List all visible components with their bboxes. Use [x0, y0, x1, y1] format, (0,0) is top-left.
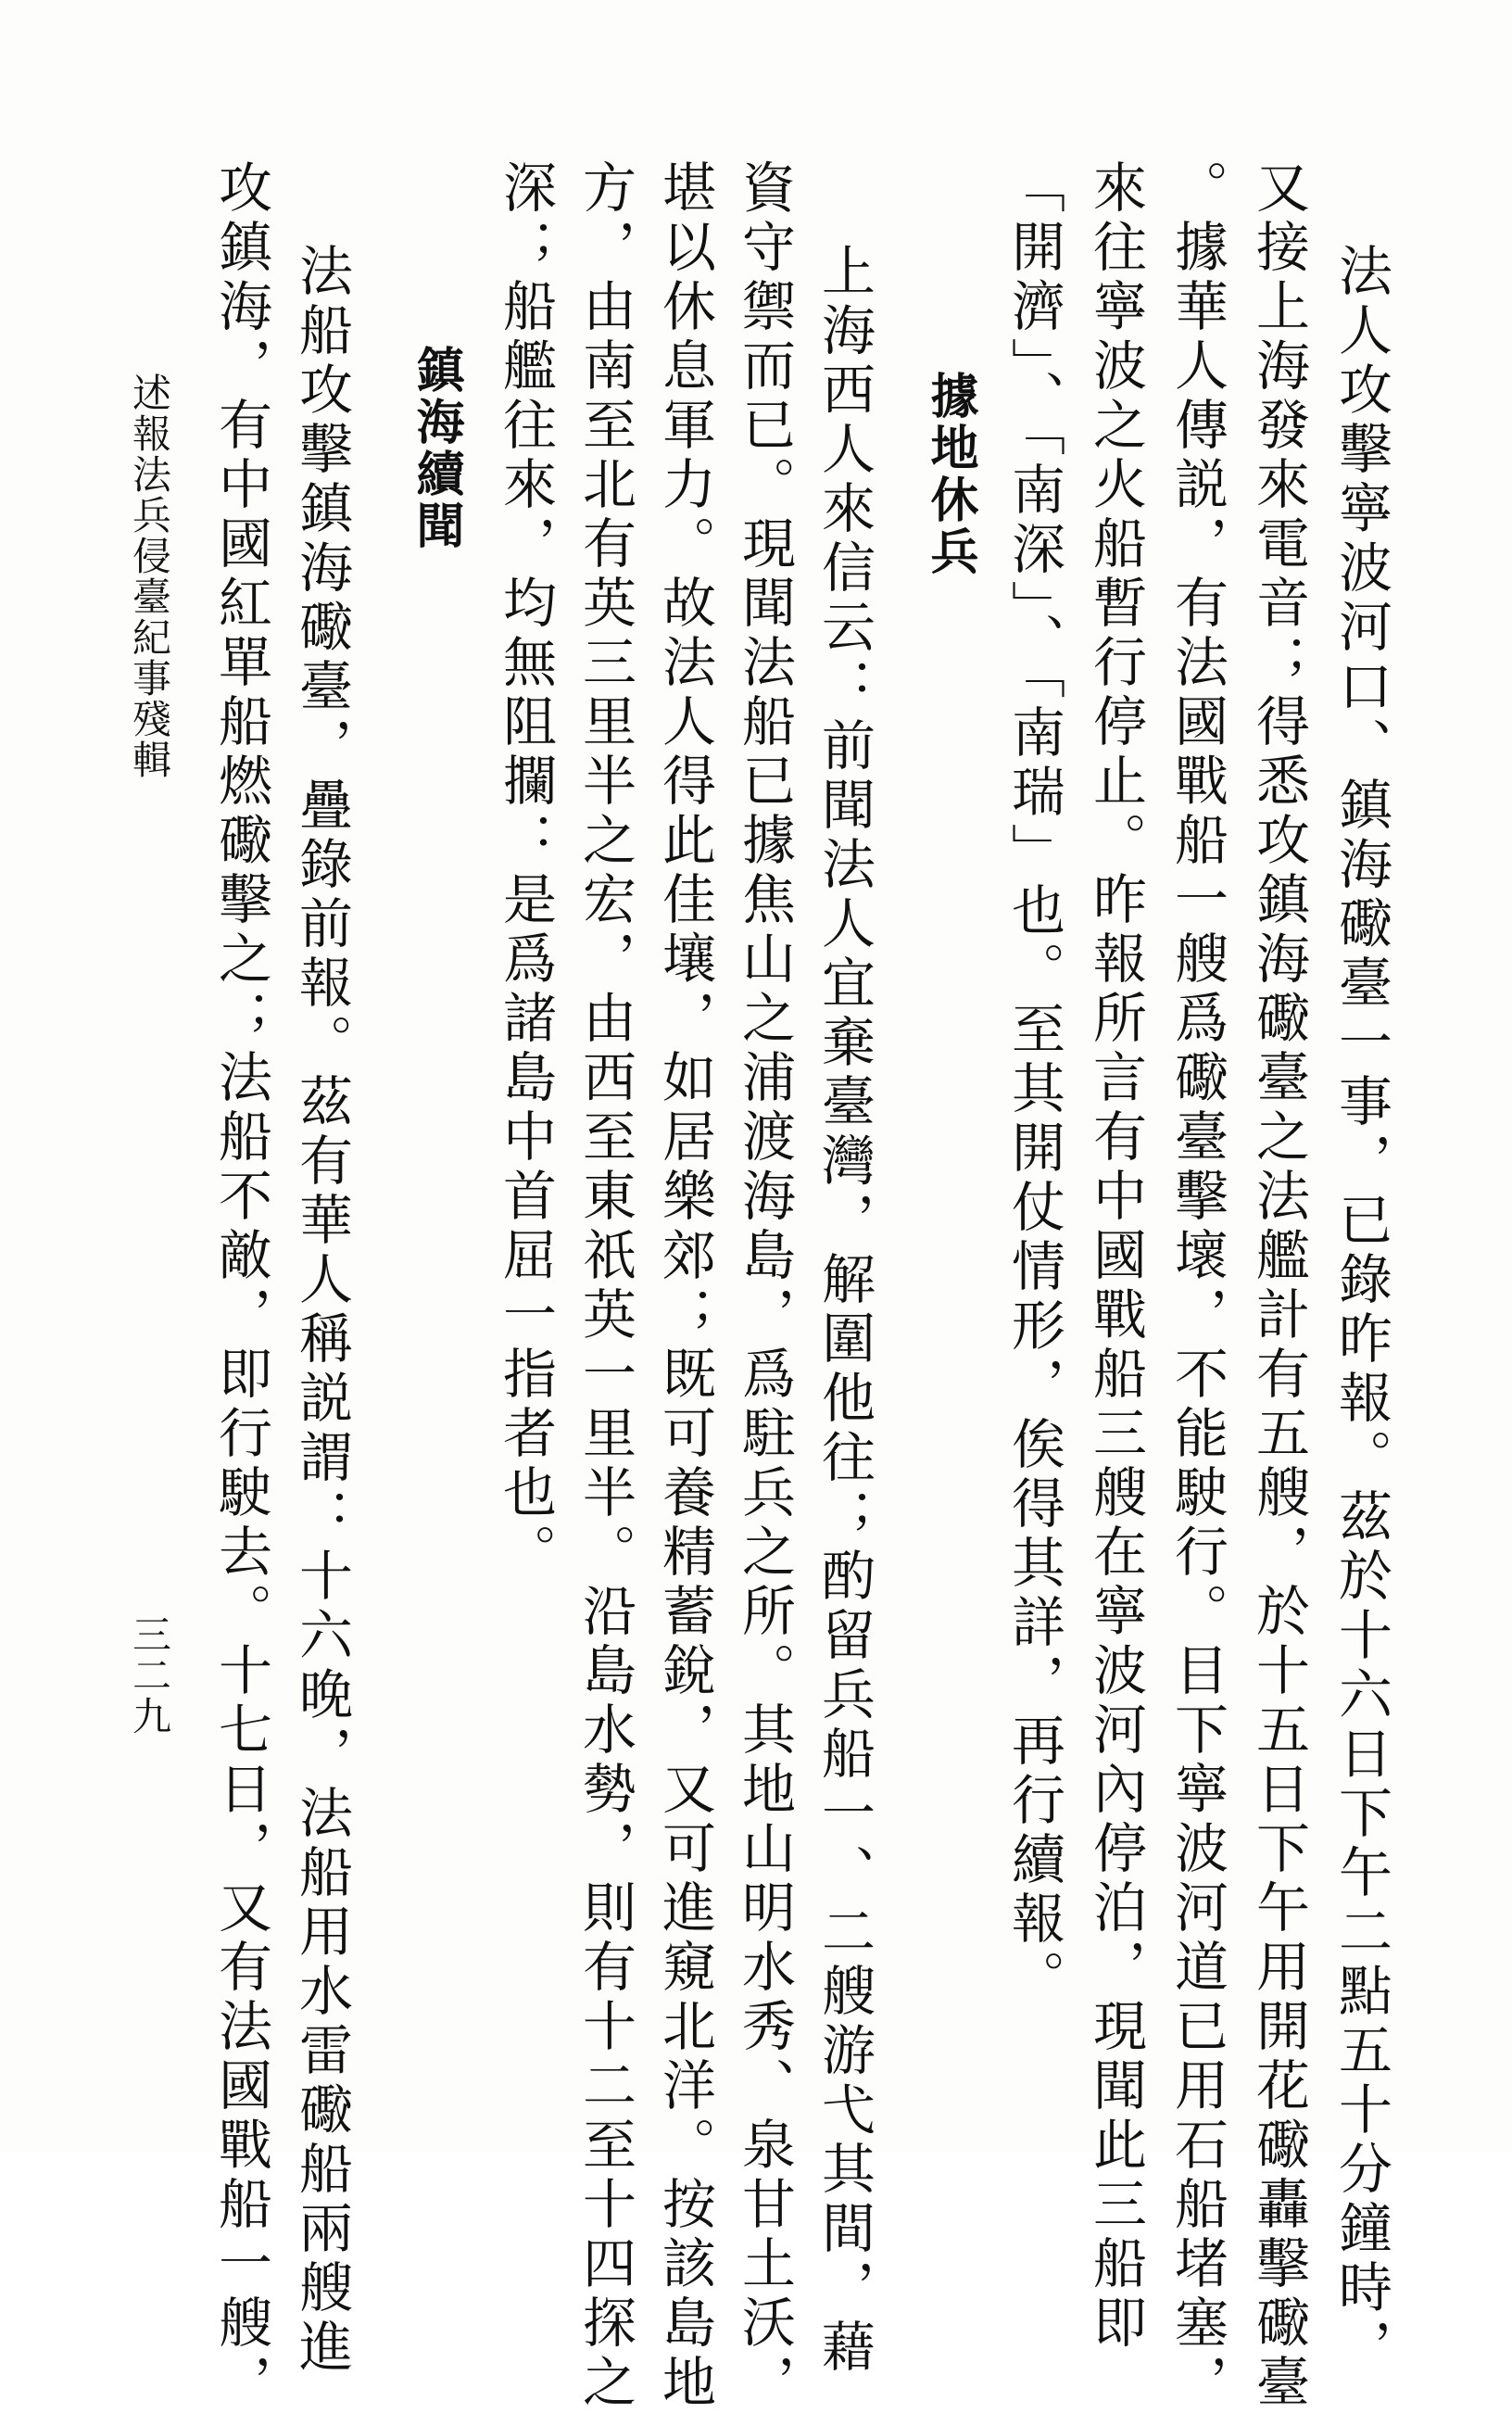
- text-column: 方，由南至北有英三里半之宏，由西至東祇英一里半。沿島水勢，則有十二至十四探之: [573, 159, 636, 2413]
- text-column: 攻鎮海，有中國紅單船燃礮擊之；法船不敵，即行駛去。十七日，又有法國戰船一艘，: [209, 159, 272, 2413]
- running-title: 述報法兵侵臺紀事殘輯: [127, 373, 172, 780]
- text-column: 堪以休息軍力。故法人得此佳壤，如居樂郊；既可養精蓄銳，又可進窺北洋。按該島地: [653, 159, 716, 2413]
- text-column: 深；船艦往來，均無阻攔：是爲諸島中首屈一指者也。: [494, 159, 557, 1583]
- section-heading: 據地休兵: [922, 371, 978, 578]
- text-column: 。據華人傳説，有法國戰船一艘爲礮臺擊壞，不能駛行。目下寧波河道已用石船堵塞，: [1166, 159, 1228, 2413]
- text-column: 法人攻擊寧波河口、鎮海礮臺一事，已錄昨報。茲於十六日下午二點五十分鐘時，: [1329, 243, 1392, 2378]
- text-column: 資守禦而已。現聞法船已據焦山之浦渡海島，爲駐兵之所。其地山明水秀、泉甘土沃，: [733, 159, 796, 2413]
- text-column: 來往寧波之火船暫行停止。昨報所言有中國戰船三艘在寧波河內停泊，現聞此三船即: [1084, 159, 1147, 2354]
- section-heading: 鎮海續聞: [408, 345, 464, 552]
- text-column: 上海西人來信云：前聞法人宜棄臺灣，解圍他往；酌留兵船一、二艘游弋其間，藉: [813, 243, 876, 2378]
- text-column: 又接上海發來電音；得悉攻鎮海礮臺之法艦計有五艘，於十五日下午用開花礮轟擊礮臺: [1247, 159, 1310, 2413]
- page-number: 三二九: [127, 1614, 172, 1737]
- text-column: 法船攻擊鎮海礮臺，疊錄前報。茲有華人稱説謂：十六晚，法船用水雷礮船兩艘進: [290, 243, 353, 2378]
- text-column: 「開濟」、「南深」、「南瑞」也。至其開仗情形，俟得其詳，再行續報。: [1002, 159, 1065, 2009]
